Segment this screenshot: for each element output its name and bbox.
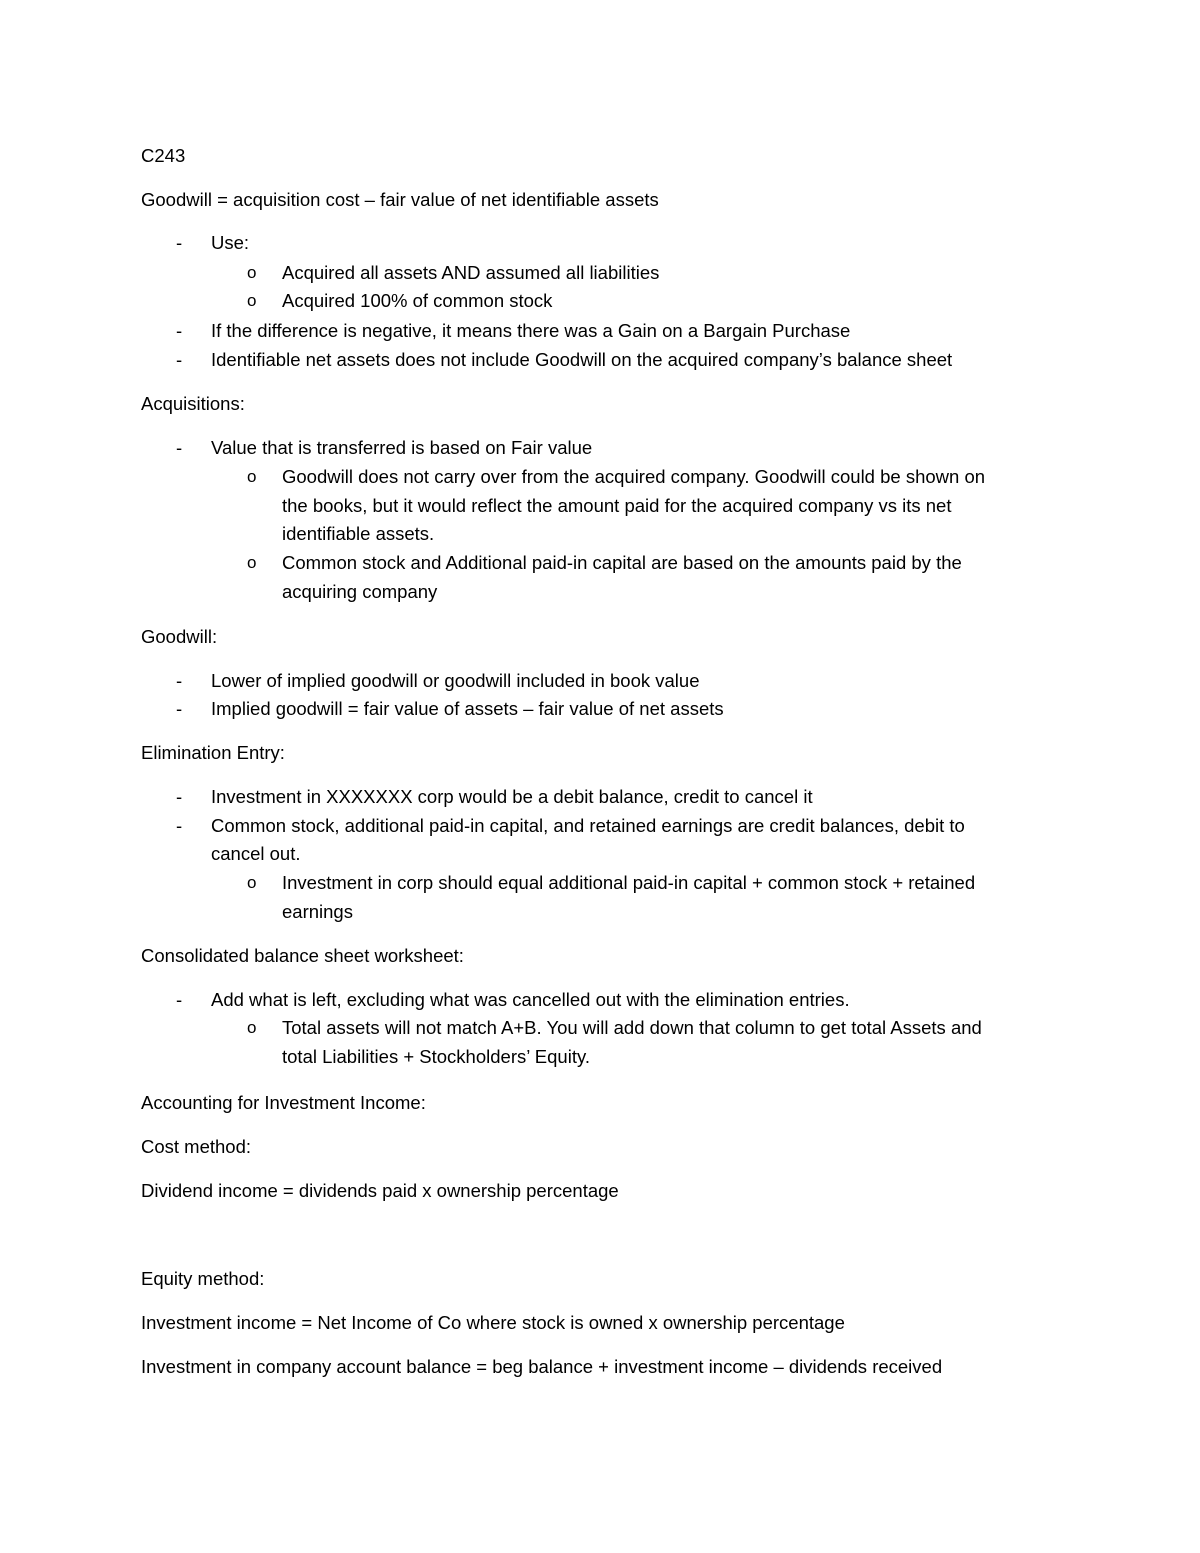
circle-bullet: o [247,467,257,486]
investment-income-heading: Accounting for Investment Income: [141,1092,426,1113]
acq-sub-line: Goodwill does not carry over from the acquired company. Goodwill could be shown on [282,466,986,487]
elimination-heading: Elimination Entry: [141,742,285,763]
consolidated-sub-line: total Liabilities + Stockholders’ Equity. [282,1046,590,1067]
dash-bullet: - [176,232,183,253]
goodwill-formula: Goodwill = acquisition cost – fair value of net identifiable assets [141,189,659,210]
dash-bullet: - [176,786,183,807]
doc-title: C243 [141,145,186,166]
dash-bullet: - [176,349,183,370]
acq-sub-line: the books, but it would reflect the amount paid for the acquired company vs its net [282,495,952,516]
consolidated-item: Add what is left, excluding what was cancelled out with the elimination entries. [211,989,850,1010]
elimination-sub-line: Investment in corp should equal additional paid-in capital + common stock + retained [282,872,976,893]
circle-bullet: o [247,263,257,282]
dividend-income-formula: Dividend income = dividends paid x ownership percentage [141,1180,619,1201]
circle-bullet: o [247,553,257,572]
goodwill-item: Lower of implied goodwill or goodwill included in book value [211,670,700,691]
circle-bullet: o [247,873,257,892]
dash-bullet: - [176,320,183,341]
acq-sub-line: identifiable assets. [282,523,435,544]
investment-balance-formula: Investment in company account balance = beg balance + investment income – dividends received [141,1356,943,1377]
use-item: Acquired 100% of common stock [282,290,553,311]
cost-method-heading: Cost method: [141,1136,252,1157]
acq-sub-line: Common stock and Additional paid-in capital are based on the amounts paid by the [282,552,962,573]
dash-bullet: - [176,815,183,836]
circle-bullet: o [247,1018,257,1037]
circle-bullet: o [247,291,257,310]
identifiable-note: Identifiable net assets does not include Goodwill on the acquired company’s balance sheet [211,349,953,370]
consolidated-sub-line: Total assets will not match A+B. You will add down that column to get total Assets and [282,1017,982,1038]
use-label: Use: [211,232,250,253]
equity-method-heading: Equity method: [141,1268,265,1289]
elimination-item: Investment in XXXXXXX corp would be a debit balance, credit to cancel it [211,786,813,807]
acq-sub-line: acquiring company [282,581,438,602]
negative-diff-note: If the difference is negative, it means there was a Gain on a Bargain Purchase [211,320,851,341]
investment-income-formula: Investment income = Net Income of Co where stock is owned x ownership percentage [141,1312,845,1333]
elimination-item: Common stock, additional paid-in capital, and retained earnings are credit balances, debit to [211,815,965,836]
dash-bullet: - [176,698,183,719]
acquisitions-heading: Acquisitions: [141,393,245,414]
acq-value-note: Value that is transferred is based on Fair value [211,437,593,458]
use-item: Acquired all assets AND assumed all liabilities [282,262,660,283]
goodwill-heading: Goodwill: [141,626,218,647]
elimination-item: cancel out. [211,843,301,864]
elimination-sub-line: earnings [282,901,353,922]
dash-bullet: - [176,670,183,691]
dash-bullet: - [176,989,183,1010]
dash-bullet: - [176,437,183,458]
goodwill-item: Implied goodwill = fair value of assets – fair value of net assets [211,698,724,719]
consolidated-heading: Consolidated balance sheet worksheet: [141,945,464,966]
